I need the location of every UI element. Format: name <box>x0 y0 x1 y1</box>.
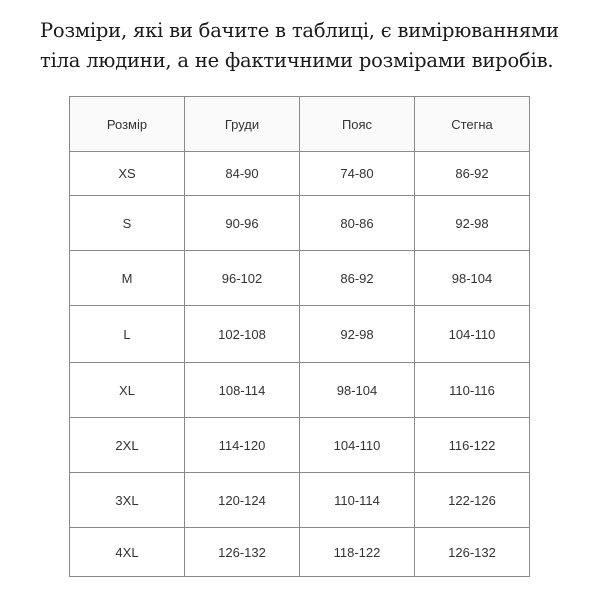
chest-cell: 90-96 <box>185 196 300 251</box>
chest-cell: 96-102 <box>185 251 300 306</box>
table-row <box>70 196 530 251</box>
chest-cell: 108-114 <box>185 363 300 418</box>
header-waist: Пояс <box>300 97 415 152</box>
size-cell: 3XL <box>70 473 185 528</box>
size-chart-table <box>69 96 530 577</box>
size-cell: XS <box>70 152 185 196</box>
hips-cell: 92-98 <box>415 196 530 251</box>
size-cell: S <box>70 196 185 251</box>
table-row <box>70 251 530 306</box>
header-size: Розмір <box>70 97 185 152</box>
size-cell: XL <box>70 363 185 418</box>
waist-cell: 98-104 <box>300 363 415 418</box>
waist-cell: 118-122 <box>300 528 415 577</box>
waist-cell: 92-98 <box>300 306 415 363</box>
waist-cell: 80-86 <box>300 196 415 251</box>
hips-cell: 110-116 <box>415 363 530 418</box>
chest-cell: 102-108 <box>185 306 300 363</box>
waist-cell: 74-80 <box>300 152 415 196</box>
table-row <box>70 306 530 363</box>
chest-cell: 84-90 <box>185 152 300 196</box>
table-row <box>70 363 530 418</box>
size-cell: 2XL <box>70 418 185 473</box>
waist-cell: 86-92 <box>300 251 415 306</box>
chest-cell: 114-120 <box>185 418 300 473</box>
waist-cell: 104-110 <box>300 418 415 473</box>
size-cell: 4XL <box>70 528 185 577</box>
intro-text: Розміри, які ви бачите в таблиці, є вимірюваннями тіла людини, а не фактичними розмірами виробів. <box>40 19 559 72</box>
hips-cell: 122-126 <box>415 473 530 528</box>
chest-cell: 120-124 <box>185 473 300 528</box>
hips-cell: 126-132 <box>415 528 530 577</box>
table-row <box>70 528 530 577</box>
header-chest: Груди <box>185 97 300 152</box>
size-cell: M <box>70 251 185 306</box>
table-row <box>70 152 530 196</box>
table-row <box>70 473 530 528</box>
header-hips: Стегна <box>415 97 530 152</box>
chest-cell: 126-132 <box>185 528 300 577</box>
hips-cell: 98-104 <box>415 251 530 306</box>
hips-cell: 104-110 <box>415 306 530 363</box>
table-row <box>70 418 530 473</box>
hips-cell: 116-122 <box>415 418 530 473</box>
size-cell: L <box>70 306 185 363</box>
hips-cell: 86-92 <box>415 152 530 196</box>
table-header-row <box>70 97 530 152</box>
waist-cell: 110-114 <box>300 473 415 528</box>
